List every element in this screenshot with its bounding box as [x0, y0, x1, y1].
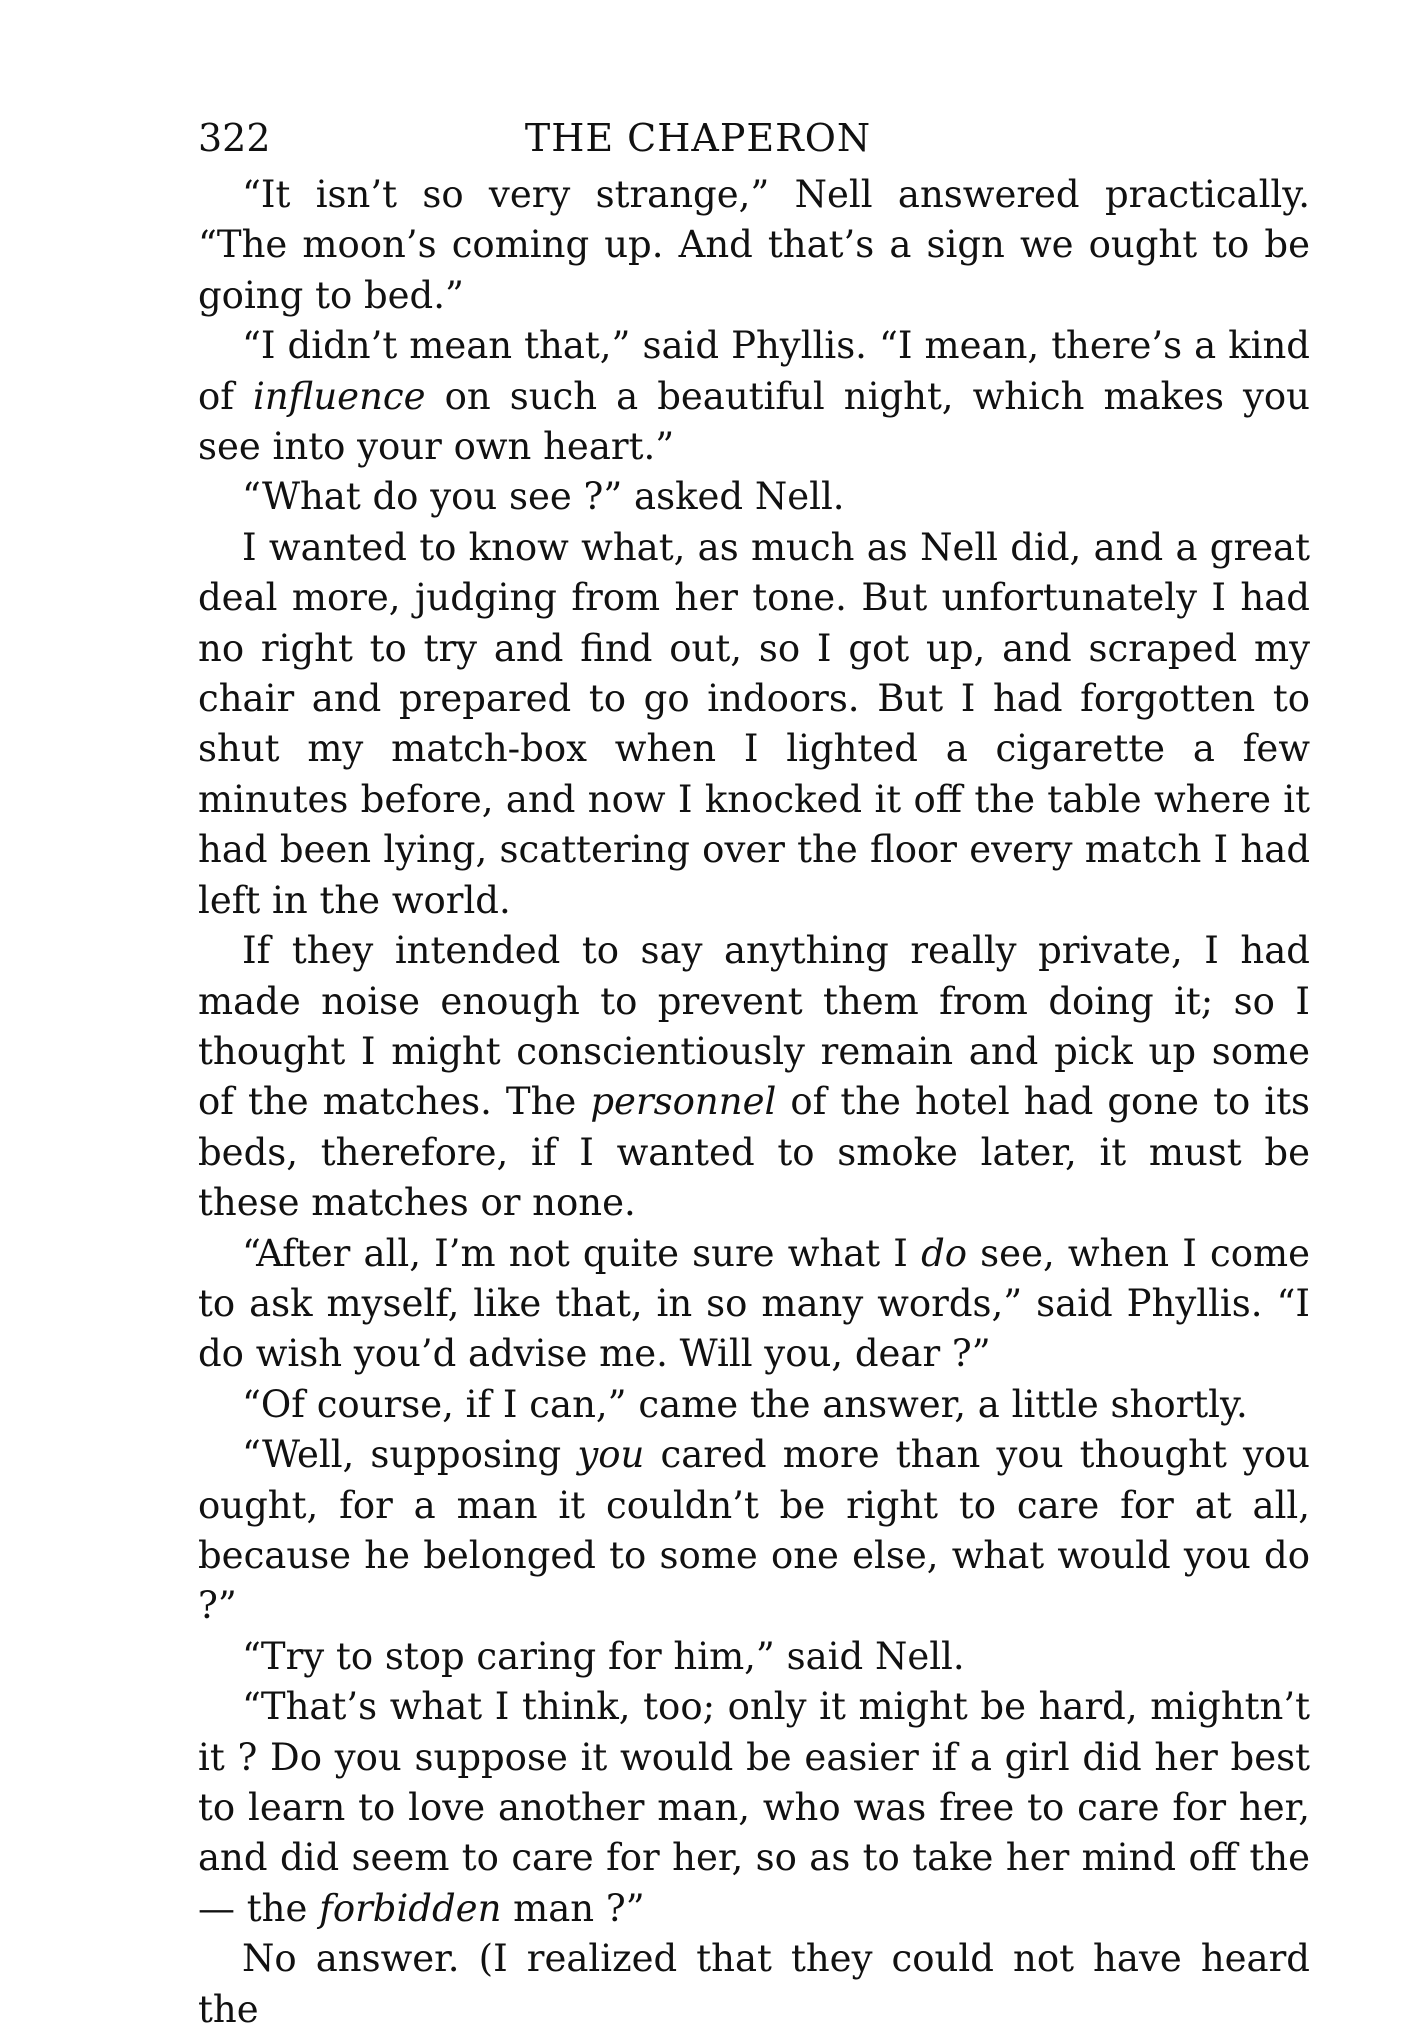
- page-header: [198, 108, 1308, 168]
- running-title: THE CHAPERON: [524, 116, 872, 160]
- paragraph-7: “Of course, if I can,” came the answer, a little shortly.: [242, 1382, 1248, 1426]
- italic-word: personnel: [590, 1080, 777, 1124]
- paragraph-6: “After all, I’m not quite sure what I do see, when I come to ask myself, like that, in so many words,” said Phyllis. “I do wish you’d advise me. Will you, dear ?”: [198, 1231, 1310, 1376]
- italic-word: do: [921, 1231, 968, 1275]
- paragraph-4: I wanted to know what, as much as Nell did, and a great deal more, judging from her tone. But unfortunately I had no right to try and find out, so I got up, and scraped my chair and prepared to go indoors. But I had forgotten to shut my match-box when I lighted a cigarette a few minutes before, and now I knocked it off the table where it had been lying, scattering over the floor every match I had left in the world.: [198, 525, 1310, 922]
- italic-word: you: [577, 1433, 645, 1477]
- paragraph-5: If they intended to say anything really private, I had made noise enough to prevent them from doing it; so I thought I might conscientiously remain and pick up some of the matches. The personnel of the hotel had gone to its beds, therefore, if I wanted to smoke later, it must be these matches or none.: [198, 929, 1310, 1225]
- paragraph-9: “Try to stop caring for him,” said Nell.: [242, 1634, 965, 1678]
- paragraph-10: “That’s what I think, too; only it might be hard, mightn’t it ? Do you suppose it would be easier if a girl did her best to learn to love another man, who was free to care for her, and did seem to care for her, so as to take her mind off the — the forbidden man ?”: [198, 1685, 1310, 1930]
- italic-word: forbidden: [319, 1886, 502, 1930]
- paragraph-11: No answer. (I realized that they could not have heard the: [198, 1937, 1310, 2031]
- paragraph-1: “It isn’t so very strange,” Nell answered practically. “The moon’s coming up. And that’s a sign we ought to be going to bed.”: [198, 173, 1310, 317]
- page-number: 322: [198, 116, 271, 160]
- paragraph-3: “What do you see ?” asked Nell.: [242, 475, 845, 519]
- paragraph-8: “Well, supposing you cared more than you thought you ought, for a man it couldn’t be right to care for at all, because he belonged to some one else, what would you do ?”: [198, 1433, 1310, 1628]
- paragraph-2: “I didn’t mean that,” said Phyllis. “I mean, there’s a kind of influence on such a beautiful night, which makes you see into your own heart.”: [198, 324, 1311, 469]
- italic-word: influence: [253, 374, 426, 418]
- body-text: [198, 170, 1310, 2035]
